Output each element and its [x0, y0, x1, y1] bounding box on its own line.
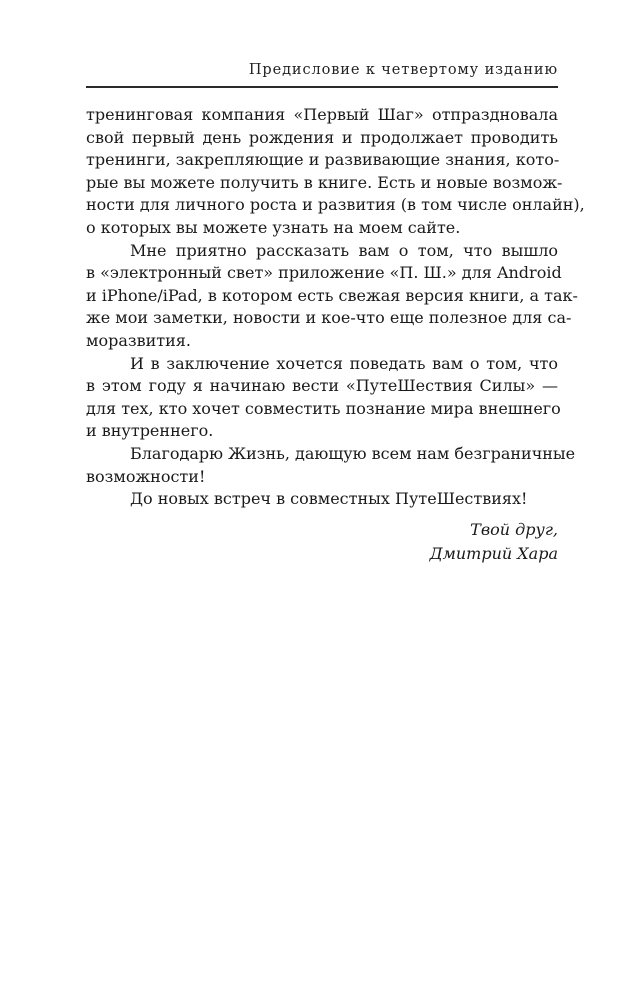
signature-closing: Твой друг, — [470, 520, 558, 539]
text-line: для тех, кто хочет совместить познание мира внешнего — [86, 398, 561, 418]
text-line: До новых встреч в совместных ПутеШествиях! — [130, 489, 528, 509]
signature-author: Дмитрий Хара — [429, 544, 558, 563]
text-line: тренинги, закрепляющие и развивающие знания, кото- — [86, 150, 560, 170]
text-line: в «электронный свет» приложение «П. Ш.» для Android — [86, 263, 562, 283]
text-line: И в заключение хочется поведать вам о том, что — [130, 353, 558, 373]
text-line: тренинговая компания «Первый Шаг» отпраздновала — [86, 105, 558, 124]
text-line: свой первый день рождения и продолжает проводить — [86, 127, 558, 147]
text-line: Мне приятно рассказать вам о том, что вышло — [130, 240, 558, 260]
text-line: в этом году я начинаю вести «ПутеШествия Силы» — — [86, 376, 558, 396]
text-line: же мои заметки, новости и кое-что еще полезное для са- — [86, 308, 572, 328]
signature — [430, 518, 558, 566]
text-line: рые вы можете получить в книге. Есть и новые возмож- — [86, 172, 563, 192]
text-line: и iPhone/iPad, в котором есть свежая версия книги, а так- — [86, 285, 578, 305]
running-head: Предисловие к четвертому изданию — [248, 62, 558, 78]
text-line: Благодарю Жизнь, дающую всем нам безграничные — [130, 443, 576, 463]
text-line: возможности! — [86, 466, 206, 486]
text-line: и внутреннего. — [86, 421, 214, 441]
header-rule — [86, 86, 558, 88]
text-line: ности для личного роста и развития (в том числе онлайн), — [86, 195, 585, 215]
body-text — [86, 104, 585, 511]
text-line: моразвития. — [86, 330, 191, 350]
text-line: о которых вы можете узнать на моем сайте. — [86, 217, 461, 237]
